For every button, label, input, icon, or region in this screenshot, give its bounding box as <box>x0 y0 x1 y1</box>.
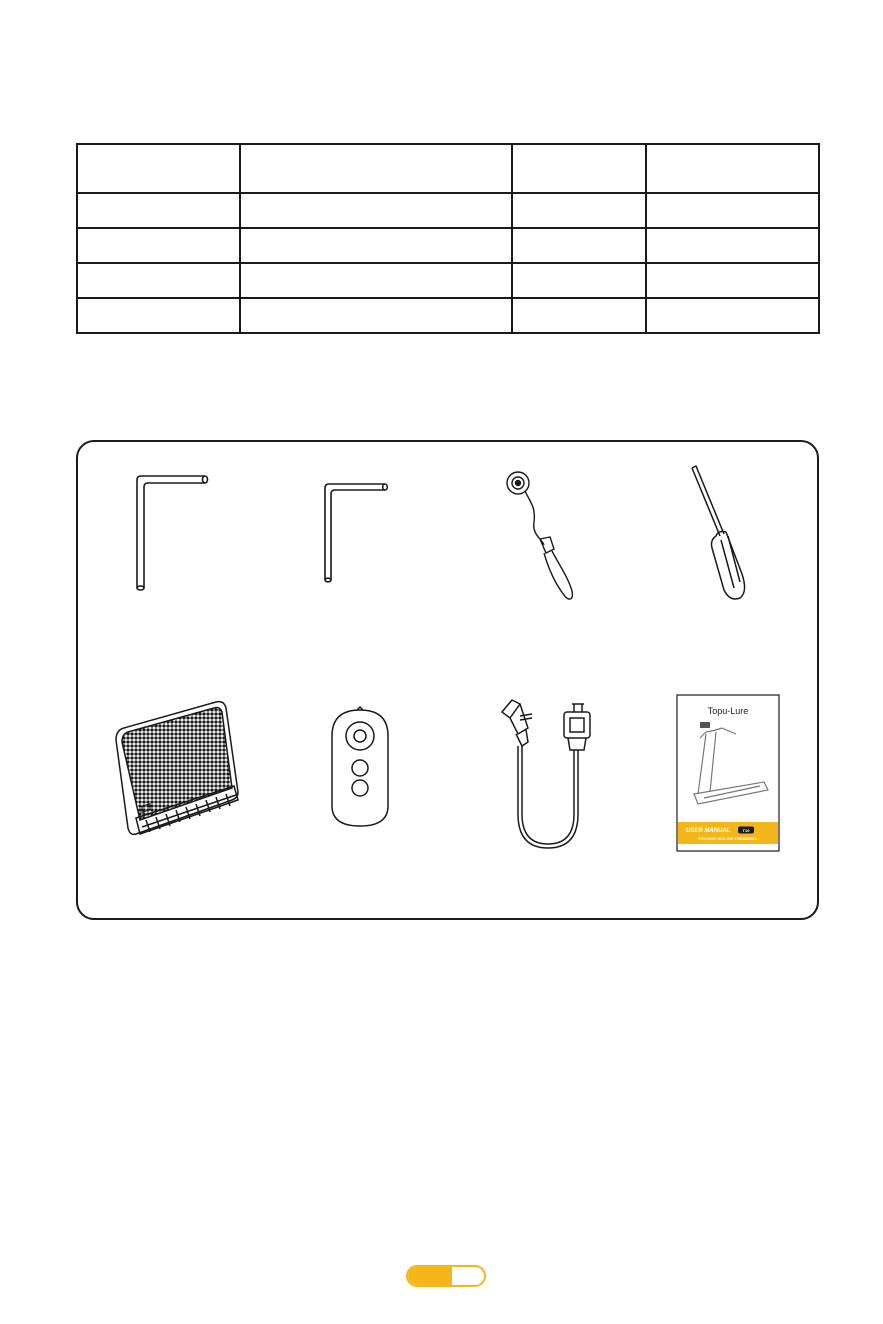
power-cord-icon <box>498 694 598 854</box>
hex-key-small-icon <box>321 480 391 585</box>
accessory-panel <box>76 440 819 920</box>
table-cell <box>512 263 646 298</box>
table-cell <box>512 144 646 193</box>
table-cell <box>512 228 646 263</box>
manual-model-badge: T10 <box>742 828 750 833</box>
table-cell <box>77 298 240 333</box>
manual-title: USER MANUAL <box>686 828 731 834</box>
table-cell <box>77 263 240 298</box>
table-row <box>77 298 819 333</box>
table-cell <box>240 193 512 228</box>
table-cell <box>77 228 240 263</box>
table-cell <box>512 193 646 228</box>
hex-key-large-icon <box>133 472 213 597</box>
page-indicator <box>406 1265 486 1287</box>
table-row <box>77 228 819 263</box>
table-cell <box>646 144 819 193</box>
table-cell <box>646 298 819 333</box>
table-cell <box>240 228 512 263</box>
page-indicator-fill <box>408 1267 452 1285</box>
table-row <box>77 263 819 298</box>
table-cell <box>77 144 240 193</box>
table-cell <box>240 298 512 333</box>
table-cell <box>77 193 240 228</box>
parts-table <box>76 143 820 334</box>
table-row <box>77 193 819 228</box>
table-header-row <box>77 144 819 193</box>
manual-subtitle: FOLDING INCLINE TREADMILL <box>698 836 758 841</box>
screwdriver-icon <box>688 464 758 604</box>
table-cell <box>646 228 819 263</box>
safety-key-icon <box>498 467 588 607</box>
manual-brand: Topu-Lure <box>707 706 749 716</box>
accessory-box-icon <box>106 700 246 840</box>
table-cell <box>240 144 512 193</box>
remote-control-icon <box>330 706 390 831</box>
table-cell <box>646 263 819 298</box>
user-manual-icon <box>676 694 780 852</box>
table-cell <box>512 298 646 333</box>
table-cell <box>646 193 819 228</box>
table-cell <box>240 263 512 298</box>
